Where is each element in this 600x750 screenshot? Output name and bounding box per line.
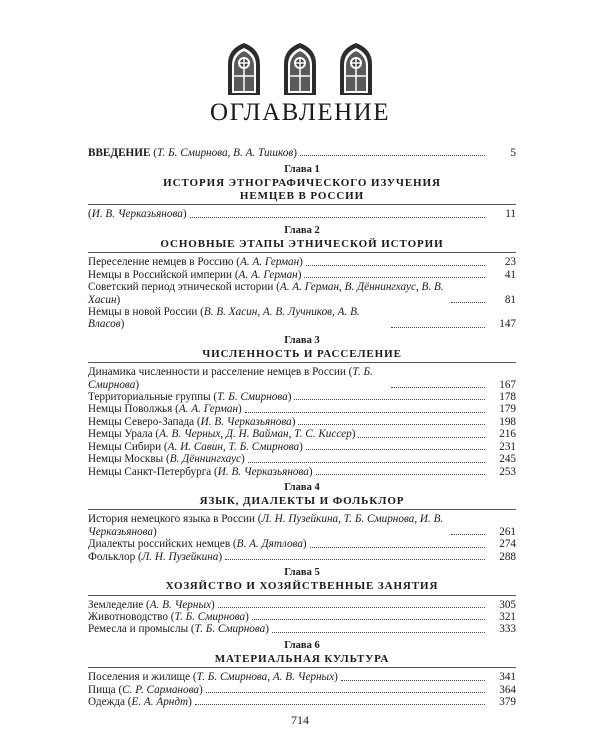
toc-entry-text <box>88 551 222 563</box>
entry-title-part: ( <box>88 208 92 221</box>
toc-entry-text <box>88 466 313 478</box>
entry-authors: И. В. Черказьянова <box>91 208 183 221</box>
entry-title-part: Немцы Северо-Запада ( <box>88 415 201 428</box>
toc-entry[interactable] <box>88 428 516 440</box>
toc-entry[interactable] <box>88 599 516 611</box>
toc-entry-text <box>88 147 297 159</box>
chapters-list <box>88 163 516 708</box>
chapter-title-line: НЕМЦЕВ В РОССИИ <box>239 189 365 202</box>
entry-title-part: Немцы Поволжья ( <box>88 403 179 416</box>
toc-entry-text <box>88 513 448 538</box>
chapter-title-line: ЧИСЛЕННОСТЬ И РАССЕЛЕНИЕ <box>202 347 402 360</box>
leader-dots <box>451 534 485 535</box>
leader-dots <box>451 302 485 303</box>
toc-entry[interactable] <box>88 281 516 306</box>
toc-entry-text <box>88 671 338 683</box>
entry-title-part: ) <box>120 318 125 331</box>
toc-entry[interactable] <box>88 391 516 403</box>
leader-dots <box>306 265 485 266</box>
entry-title-part: ) <box>241 453 245 466</box>
chapter-title-line: ХОЗЯЙСТВО И ХОЗЯЙСТВЕННЫЕ ЗАНЯТИЯ <box>165 580 439 593</box>
entry-authors: С. Р. Сарманова <box>122 683 199 696</box>
chapter-title-line: МАТЕРИАЛЬНАЯ КУЛЬТУРА <box>214 652 390 665</box>
entry-title-part: История немецкого языка в России ( <box>88 513 262 526</box>
intro-paren-close: ) <box>293 147 297 159</box>
leader-dots <box>272 632 485 633</box>
chapter-number: Глава 5 <box>284 567 320 579</box>
entry-authors: Т. Б. Смирнова <box>174 610 246 623</box>
toc-entry[interactable] <box>88 269 516 281</box>
entry-title-part: ) <box>299 256 303 269</box>
toc-entry[interactable] <box>88 466 516 478</box>
entry-title-part: ) <box>334 671 338 684</box>
toc-entry-text <box>88 623 269 635</box>
leader-dots <box>391 387 485 388</box>
leader-dots <box>206 692 485 693</box>
page-number: 261 <box>499 525 516 538</box>
intro-authors: Т. Б. Смирнова, В. А. Тишков <box>156 147 294 159</box>
entry-title-part: ) <box>351 428 356 441</box>
gothic-window-icon <box>226 42 262 96</box>
toc-entry-text <box>88 281 448 306</box>
entry-authors: В. Дённингхаус <box>169 453 242 466</box>
chapter-title <box>88 652 516 669</box>
entry-title-part: Немцы в Российской империи ( <box>88 268 239 281</box>
page-number: 23 <box>504 256 516 269</box>
toc-entry[interactable] <box>88 366 516 391</box>
page-title: ОГЛАВЛЕНИЕ <box>210 99 390 126</box>
toc-entry-intro[interactable] <box>88 147 516 159</box>
page-number: 178 <box>499 391 516 404</box>
chapter-title-line: ИСТОРИЯ ЭТНОГРАФИЧЕСКОГО ИЗУЧЕНИЯ <box>163 177 441 190</box>
entry-authors: Т. Б. Смирнова <box>88 366 373 391</box>
toc-entry-text <box>88 599 215 611</box>
toc-entry-text <box>88 269 301 281</box>
chapter-number: Глава 6 <box>284 639 320 651</box>
entry-title-part: ) <box>245 610 249 623</box>
entry-title-part: Немцы Урала ( <box>88 428 160 441</box>
page-number: 11 <box>505 208 516 221</box>
toc-entry-text <box>88 611 249 623</box>
entry-title-part: ) <box>198 683 203 696</box>
page-number: 179 <box>499 403 516 416</box>
page-number: 321 <box>499 610 516 623</box>
toc-entry-text <box>88 538 307 550</box>
chapter-title-line: ЯЗЫК, ДИАЛЕКТЫ И ФОЛЬКЛОР <box>199 494 405 507</box>
gothic-window-icon <box>338 42 374 96</box>
entry-title-part: ) <box>238 403 242 416</box>
entry-authors: В. А. Дятлова <box>236 538 303 551</box>
entry-title-part: Немцы Санкт-Петербурга ( <box>88 465 218 478</box>
toc <box>88 147 516 708</box>
page-number: 341 <box>499 671 516 684</box>
entry-title-part: Территориальные группы ( <box>88 391 218 404</box>
chapter-number: Глава 2 <box>284 224 320 236</box>
entry-title-part: Одежда ( <box>88 696 132 709</box>
page-number: 81 <box>504 293 516 306</box>
toc-entry-text <box>88 684 203 696</box>
page-number: 216 <box>499 428 516 441</box>
page-number: 288 <box>499 550 516 563</box>
entry-title-part: Поселения и жилище ( <box>88 671 197 684</box>
entry-authors: А. В. Черных, Д. Н. Вайман, Т. С. Киссер <box>159 428 352 441</box>
entry-title-part: Ремесла и промыслы ( <box>88 623 195 636</box>
entry-title-part: ) <box>291 415 296 428</box>
leader-dots <box>252 619 485 620</box>
entry-authors: А. А. Герман, В. Дённингхаус, В. В. Хасин <box>88 281 444 306</box>
page-number: 231 <box>499 440 516 453</box>
leader-dots <box>306 449 485 450</box>
intro-heading: ВВЕДЕНИЕ <box>88 147 151 159</box>
toc-entry-text <box>88 416 295 428</box>
entry-title-part: ) <box>297 268 302 281</box>
entry-title-part: ) <box>308 465 313 478</box>
toc-entry-text <box>88 391 291 403</box>
toc-entry[interactable] <box>88 551 516 563</box>
entry-authors: В. В. Хасин, А. В. Лучников, А. В. Власов <box>88 305 360 331</box>
entry-title-part: ) <box>182 208 187 221</box>
entry-title-part: ) <box>299 440 303 453</box>
chapter-title-line: ОСНОВНЫЕ ЭТАПЫ ЭТНИЧЕСКОЙ ИСТОРИИ <box>160 237 444 250</box>
entry-authors: И. В. Черказьянова <box>200 415 292 428</box>
toc-entry-text <box>88 441 303 453</box>
entry-title-part: Диалекты российских немцев ( <box>88 538 237 551</box>
toc-entry[interactable] <box>88 208 516 220</box>
entry-title-part: Фольклор ( <box>88 550 142 563</box>
toc-entry[interactable] <box>88 684 516 696</box>
leader-dots <box>316 474 485 475</box>
entry-authors: Е. А. Арндт <box>131 696 189 709</box>
entry-title-part: ) <box>287 391 292 404</box>
entry-title-part: Животноводство ( <box>88 610 175 623</box>
leader-dots <box>310 547 485 548</box>
page-number: 274 <box>499 538 516 551</box>
entry-authors: А. А. Герман <box>240 256 300 269</box>
chapter-number: Глава 1 <box>284 164 320 176</box>
chapter-title <box>88 494 516 511</box>
entry-authors: Л. Н. Пузейкина, Т. Б. Смирнова, И. В. Черказьянова <box>88 513 444 538</box>
entry-authors: И. В. Черказьянова <box>217 465 309 478</box>
entry-authors: Л. Н. Пузейкина <box>141 550 219 563</box>
page-number: 379 <box>499 696 516 709</box>
toc-entry-text <box>88 208 187 220</box>
leader-dots <box>248 462 485 463</box>
page-number: 5 <box>510 147 516 159</box>
chapter-title <box>88 176 516 205</box>
leader-dots <box>391 327 485 328</box>
toc-entry[interactable] <box>88 403 516 415</box>
entry-title-part: Советский период этнической истории ( <box>88 281 280 294</box>
chapter-number: Глава 3 <box>284 334 320 346</box>
entry-title-part: Динамика численности и расселение немцев в России ( <box>88 366 353 379</box>
entry-title-part: ) <box>211 598 215 611</box>
entry-authors: А. В. Черных <box>149 598 211 611</box>
leader-dots <box>245 412 485 413</box>
entry-authors: А. А. Герман <box>238 268 298 281</box>
entry-title-part: ) <box>265 623 269 636</box>
entry-title-part: ) <box>188 696 192 709</box>
leader-dots <box>225 559 485 560</box>
toc-entry-text <box>88 453 245 465</box>
page-number: 364 <box>499 683 516 696</box>
chapter-title <box>88 579 516 596</box>
toc-entry-text <box>88 403 242 415</box>
entry-authors: Т. Б. Смирнова, А. В. Черных <box>196 671 335 684</box>
entry-title-part: Немцы Сибири ( <box>88 440 168 453</box>
page-number: 305 <box>499 598 516 611</box>
page-number: 333 <box>499 623 516 636</box>
chapter-title <box>88 237 516 254</box>
entry-authors: Т. Б. Смирнова <box>217 391 288 404</box>
leader-dots <box>300 155 485 156</box>
leader-dots <box>298 424 485 425</box>
toc-entry-text <box>88 366 388 391</box>
toc-entry[interactable] <box>88 256 516 268</box>
page-footer-number: 714 <box>291 713 309 727</box>
entry-title-part: ) <box>116 293 121 306</box>
entry-authors: А. А. Герман <box>178 403 239 416</box>
entry-title-part: Немцы в новой России ( <box>88 305 204 318</box>
toc-entry[interactable] <box>88 513 516 538</box>
entry-authors: А. И. Савин, Т. Б. Смирнова <box>167 440 300 453</box>
entry-title-part: ) <box>218 550 223 563</box>
toc-entry-text <box>88 428 355 440</box>
leader-dots <box>294 399 485 400</box>
intro-paren-open: ( <box>150 147 157 159</box>
page-number: 41 <box>504 268 516 281</box>
toc-entry[interactable] <box>88 611 516 623</box>
toc-entry-text <box>88 256 303 268</box>
toc-entry-text <box>88 306 388 331</box>
page-number: 198 <box>499 415 516 428</box>
entry-title-part: Немцы Москвы ( <box>88 453 170 466</box>
page-number: 167 <box>499 378 516 391</box>
leader-dots <box>341 680 485 681</box>
leader-dots <box>195 704 485 705</box>
leader-dots <box>304 277 485 278</box>
header-ornament <box>226 42 374 98</box>
leader-dots <box>190 217 485 218</box>
toc-entry[interactable] <box>88 538 516 550</box>
page-number: 147 <box>499 318 516 331</box>
entry-title-part: Пища ( <box>88 683 123 696</box>
gothic-window-icon <box>282 42 318 96</box>
leader-dots <box>358 437 485 438</box>
entry-title-part: ) <box>302 538 307 551</box>
toc-entry[interactable] <box>88 441 516 453</box>
page-number: 245 <box>499 453 516 466</box>
chapter-number: Глава 4 <box>284 481 320 493</box>
entry-authors: Т. Б. Смирнова <box>194 623 266 636</box>
entry-title-part: Земледелие ( <box>88 598 150 611</box>
entry-title-part: Переселение немцев в Россию ( <box>88 256 240 269</box>
chapter-title <box>88 347 516 364</box>
entry-title-part: ) <box>153 525 157 538</box>
leader-dots <box>218 607 485 608</box>
entry-title-part: ) <box>135 378 140 391</box>
toc-entry[interactable] <box>88 623 516 635</box>
toc-entry[interactable] <box>88 671 516 683</box>
page-number: 253 <box>499 465 516 478</box>
toc-entry[interactable] <box>88 696 516 708</box>
toc-entry[interactable] <box>88 306 516 331</box>
toc-entry-text <box>88 696 192 708</box>
toc-entry[interactable] <box>88 453 516 465</box>
toc-entry[interactable] <box>88 416 516 428</box>
